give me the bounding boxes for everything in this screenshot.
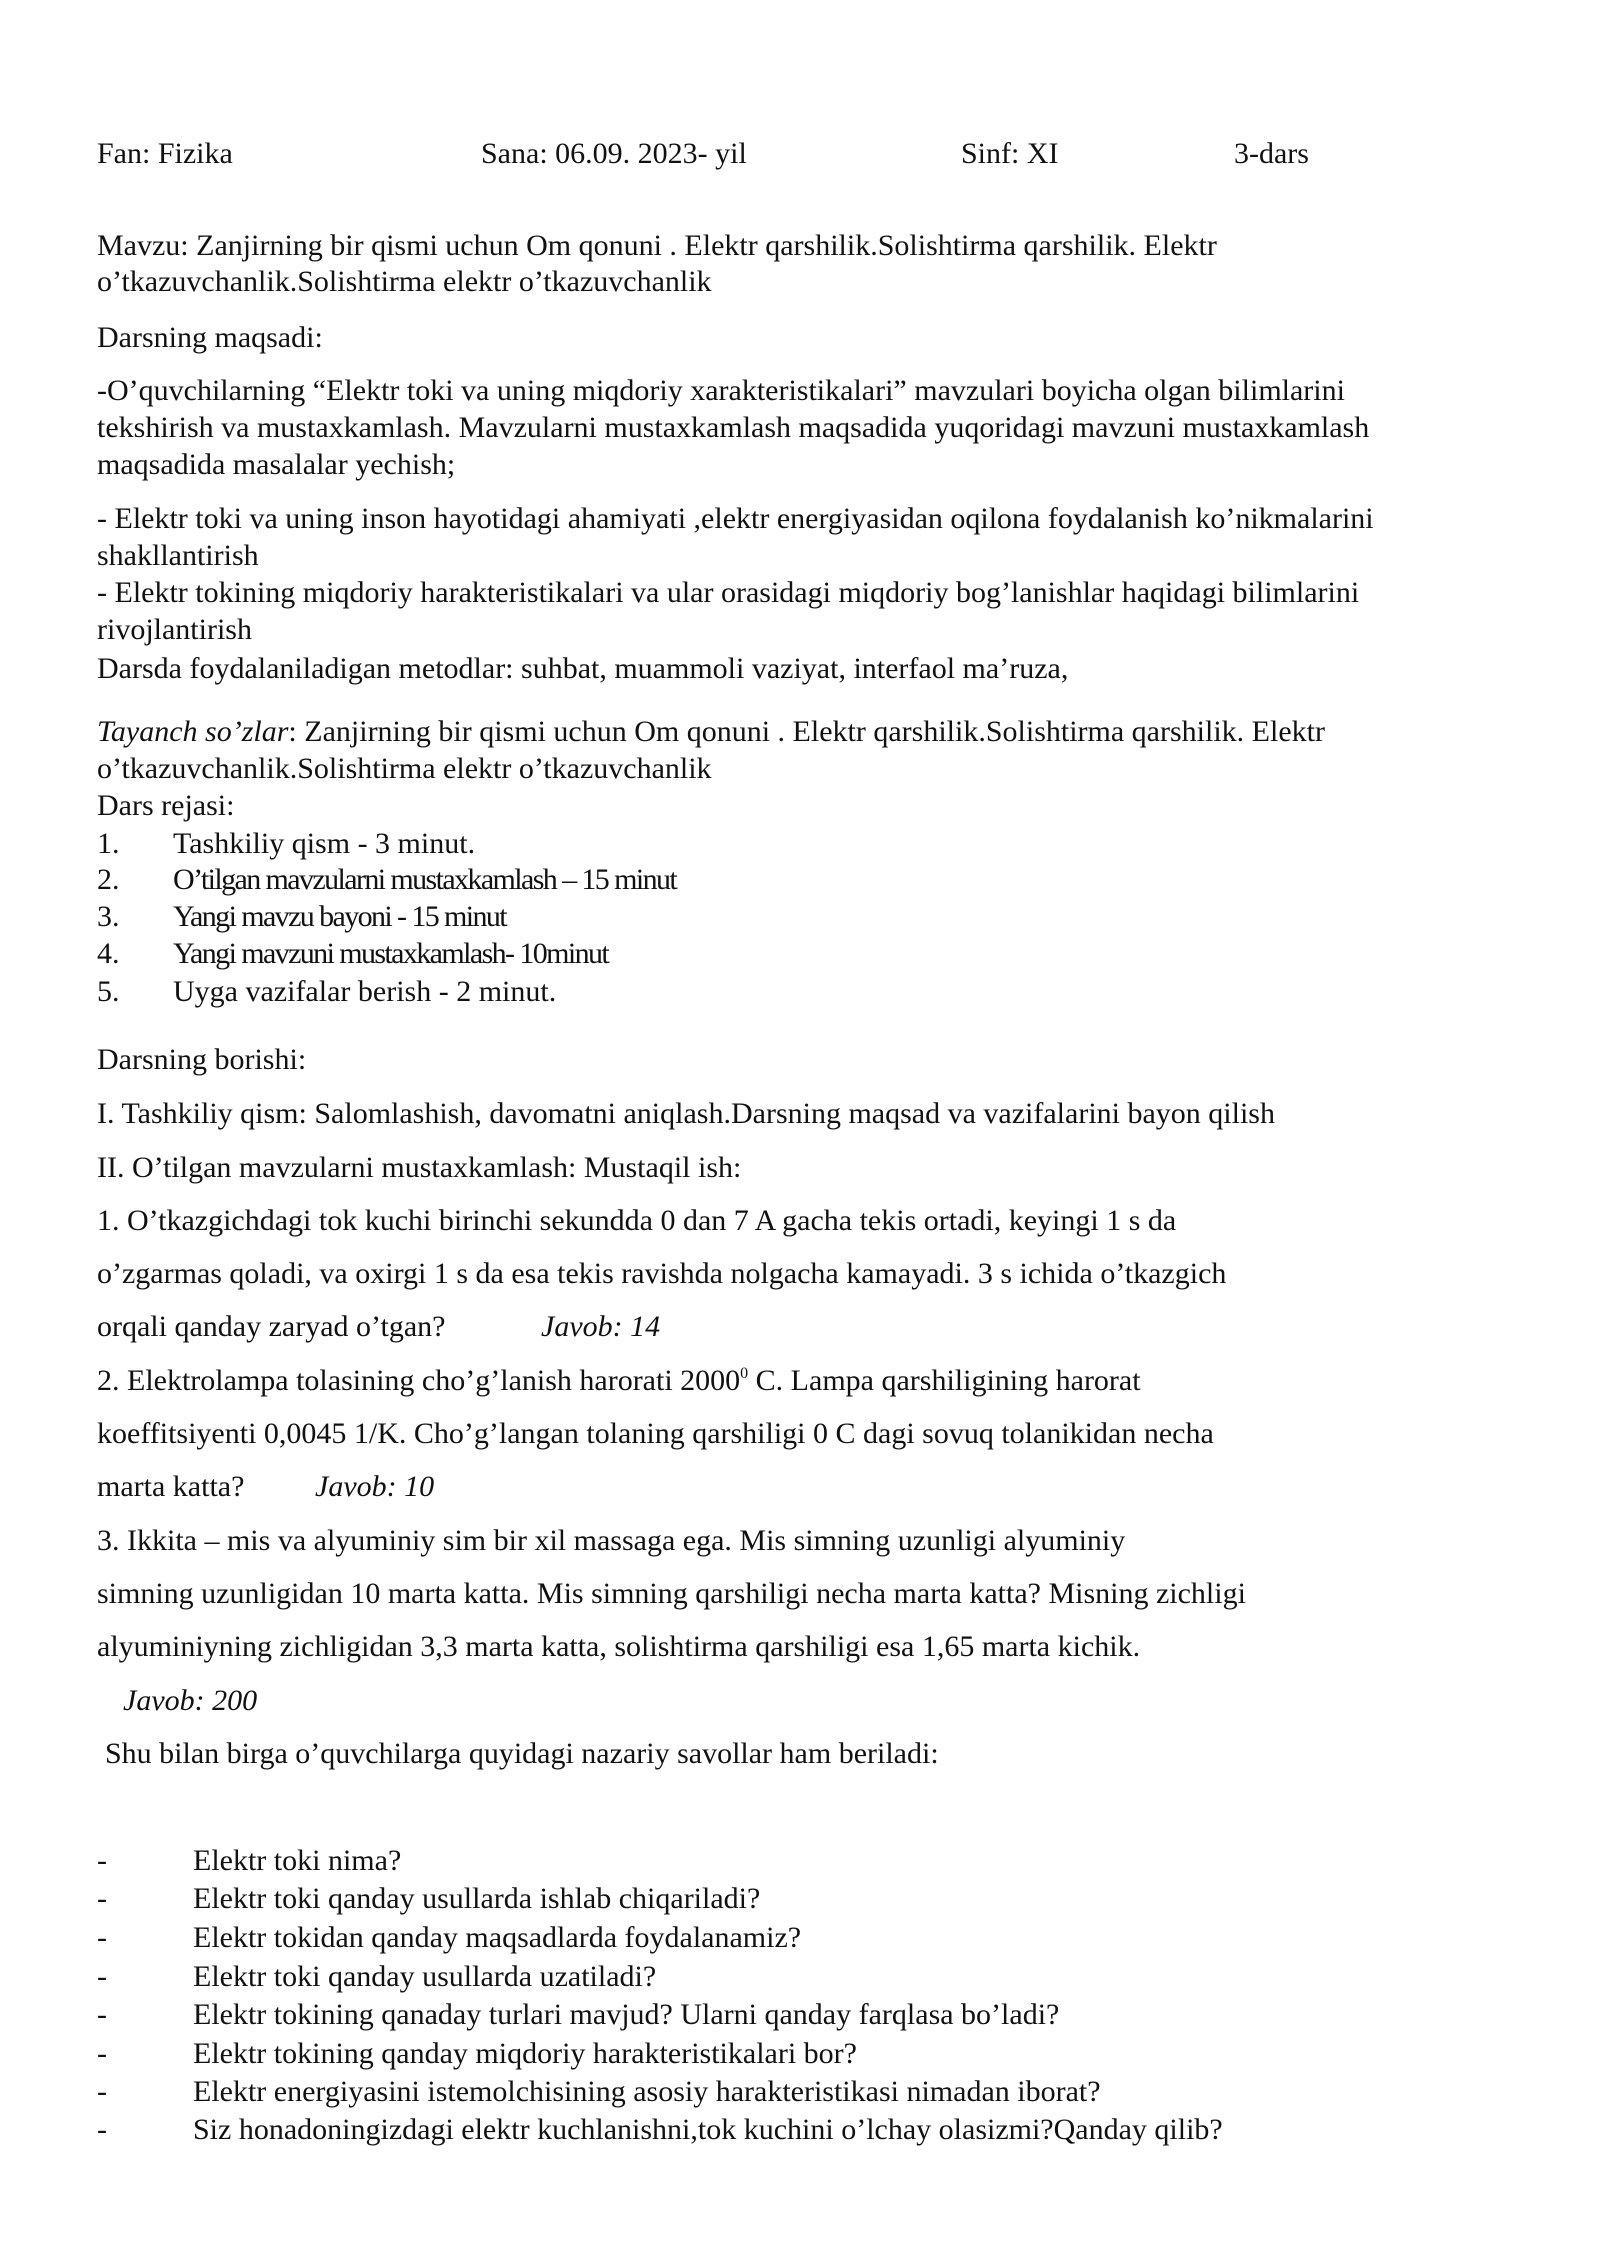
bullet-dash: - (97, 2037, 107, 2070)
plan-item (0, 862, 1600, 898)
aim-paragraph-2-line-2: shakllantirish (97, 539, 259, 572)
plan-item-number: 5. (97, 975, 120, 1008)
question-text: Elektr toki nima? (193, 1844, 402, 1877)
question-text: Elektr toki qanday usullarda ishlab chiqariladi? (193, 1882, 761, 1915)
aim-paragraph-1-line-1: -O’quvchilarning “Elektr toki va uning miqdoriy xarakteristikalari” mavzulari boyicha olgan bilimlarini (97, 374, 1345, 407)
plan-item-number: 4. (97, 937, 120, 970)
keywords-label: Tayanch so’zlar (97, 715, 289, 748)
review-line: II. O’tilgan mavzularni mustaxkamlash: Mustaqil ish: (97, 1151, 742, 1184)
aim-paragraph-1-line-2: tekshirish va mustaxkamlash. Mavzularni mustaxkamlash maqsadida yuqoridagi mavzuni mustaxkamlash (97, 411, 1370, 444)
task-2-text-b: C. Lampa qarshiligining harorat (748, 1364, 1141, 1397)
question-text: Siz honadoningizdagi elektr kuchlanishni,tok kuchini o’lchay olasizmi?Qanday qilib? (193, 2113, 1223, 2146)
plan-item-number: 3. (97, 900, 120, 933)
question-text: Elektr tokidan qanday maqsadlarda foydalanamiz? (193, 1921, 802, 1954)
task-2-text-a: 2. Elektrolampa tolasining cho’g’lanish harorati 2000 (97, 1364, 741, 1397)
plan-item (0, 974, 1600, 1010)
bullet-dash: - (97, 1882, 107, 1915)
plan-item-text: Uyga vazifalar berish - 2 minut. (173, 975, 557, 1008)
task-2-line-3: marta katta? (97, 1470, 245, 1503)
plan-item-number: 2. (97, 863, 120, 896)
aim-paragraph-3-line-1: - Elektr tokining miqdoriy harakteristikalari va ular orasidagi miqdoriy bog’lanishlar haqidagi bilimlarini (97, 576, 1360, 609)
question-item (0, 1881, 1600, 1917)
aim-paragraph-2-line-1: - Elektr toki va uning inson hayotidagi ahamiyati ,elektr energiyasidan oqilona foydalanish ko’nikmalarini (97, 502, 1374, 535)
question-item (0, 1997, 1600, 2033)
question-text: Elektr tokining qanday miqdoriy harakteristikalari bor? (193, 2037, 857, 2070)
questions-intro: Shu bilan birga o’quvchilarga quyidagi nazariy savollar ham beriladi: (105, 1737, 939, 1770)
aim-heading: Darsning maqsadi: (97, 321, 323, 354)
plan-item-number: 1. (97, 827, 120, 860)
plan-item (0, 899, 1600, 935)
task-3-line-1: 3. Ikkita – mis va alyuminiy sim bir xil massaga ega. Mis simning uzunligi alyuminiy (97, 1524, 1126, 1557)
bullet-dash: - (97, 1921, 107, 1954)
organization-line: I. Tashkiliy qism: Salomlashish, davomatni aniqlash.Darsning maqsad va vazifalarini bayon qilish (97, 1097, 1275, 1130)
plan-item (0, 826, 1600, 862)
date-label: Sana: 06.09. 2023- yil (481, 137, 747, 170)
task-3-line-3: alyuminiyning zichligidan 3,3 marta katta, solishtirma qarshiligi esa 1,65 marta kichik. (97, 1630, 1141, 1663)
task-2-line-1 (97, 1363, 1141, 1399)
task-1-line-2: o’zgarmas qoladi, va oxirgi 1 s da esa tekis ravishda nolgacha kamayadi. 3 s ichida o’tkazgich (97, 1257, 1227, 1290)
question-item (0, 2074, 1600, 2110)
task-3-answer: Javob: 200 (123, 1684, 258, 1717)
task-1-line-1: 1. O’tkazgichdagi tok kuchi birinchi sekundda 0 dan 7 A gacha tekis ortadi, keyingi 1 s da (97, 1204, 1177, 1237)
question-text: Elektr toki qanday usullarda uzatiladi? (193, 1960, 657, 1993)
methods-line: Darsda foydalaniladigan metodlar: suhbat, muammoli vaziyat, interfaol ma’ruza, (97, 652, 1069, 685)
keywords-line-1 (97, 714, 1325, 750)
task-1-answer: Javob: 14 (541, 1310, 661, 1343)
keywords-text: : Zanjirning bir qismi uchun Om qonuni . Elektr qarshilik.Solishtirma qarshilik. Elektr (288, 715, 1325, 748)
lesson-number: 3-dars (1234, 137, 1309, 170)
question-text: Elektr tokining qanaday turlari mavjud? Ularni qanday farqlasa bo’ladi? (193, 1998, 1060, 2031)
question-text: Elektr energiyasini istemolchisining asosiy harakteristikasi nimadan iborat? (193, 2075, 1101, 2108)
topic-line-1: Mavzu: Zanjirning bir qismi uchun Om qonuni . Elektr qarshilik.Solishtirma qarshilik. Elektr (97, 229, 1217, 262)
degree-superscript: 0 (740, 1365, 749, 1382)
plan-item-text: Yangi mavzuni mustaxkamlash- 10minut (173, 937, 609, 970)
bullet-dash: - (97, 1960, 107, 1993)
keywords-line-2: o’tkazuvchanlik.Solishtirma elektr o’tkazuvchanlik (97, 752, 712, 785)
plan-item-text: O’tilgan mavzularni mustaxkamlash – 15 minut (173, 863, 677, 896)
question-item (0, 1959, 1600, 1995)
plan-item-text: Yangi mavzu bayoni - 15 minut (173, 900, 507, 933)
aim-paragraph-1-line-3: maqsadida masalalar yechish; (97, 448, 456, 481)
question-item (0, 2112, 1600, 2148)
bullet-dash: - (97, 2113, 107, 2146)
class-label: Sinf: XI (961, 137, 1059, 170)
task-3-line-2: simning uzunligidan 10 marta katta. Mis simning qarshiligi necha marta katta? Misning zichligi (97, 1577, 1246, 1610)
bullet-dash: - (97, 2075, 107, 2108)
plan-heading: Dars rejasi: (97, 789, 235, 822)
subject-label: Fan: Fizika (97, 137, 233, 170)
topic-line-2: o’tkazuvchanlik.Solishtirma elektr o’tkazuvchanlik (97, 265, 712, 298)
task-2-line-2: koeffitsiyenti 0,0045 1/K. Cho’g’langan tolaning qarshiligi 0 C dagi sovuq tolanikidan necha (97, 1417, 1214, 1450)
question-item (0, 1920, 1600, 1956)
course-heading: Darsning borishi: (97, 1043, 307, 1076)
question-item (0, 2036, 1600, 2072)
plan-item-text: Tashkiliy qism - 3 minut. (173, 827, 476, 860)
task-2-answer: Javob: 10 (315, 1470, 435, 1503)
question-item (0, 1843, 1600, 1879)
task-1-line-3: orqali qanday zaryad o’tgan? (97, 1310, 446, 1343)
bullet-dash: - (97, 1844, 107, 1877)
plan-item (0, 936, 1600, 972)
bullet-dash: - (97, 1998, 107, 2031)
aim-paragraph-3-line-2: rivojlantirish (97, 613, 252, 646)
